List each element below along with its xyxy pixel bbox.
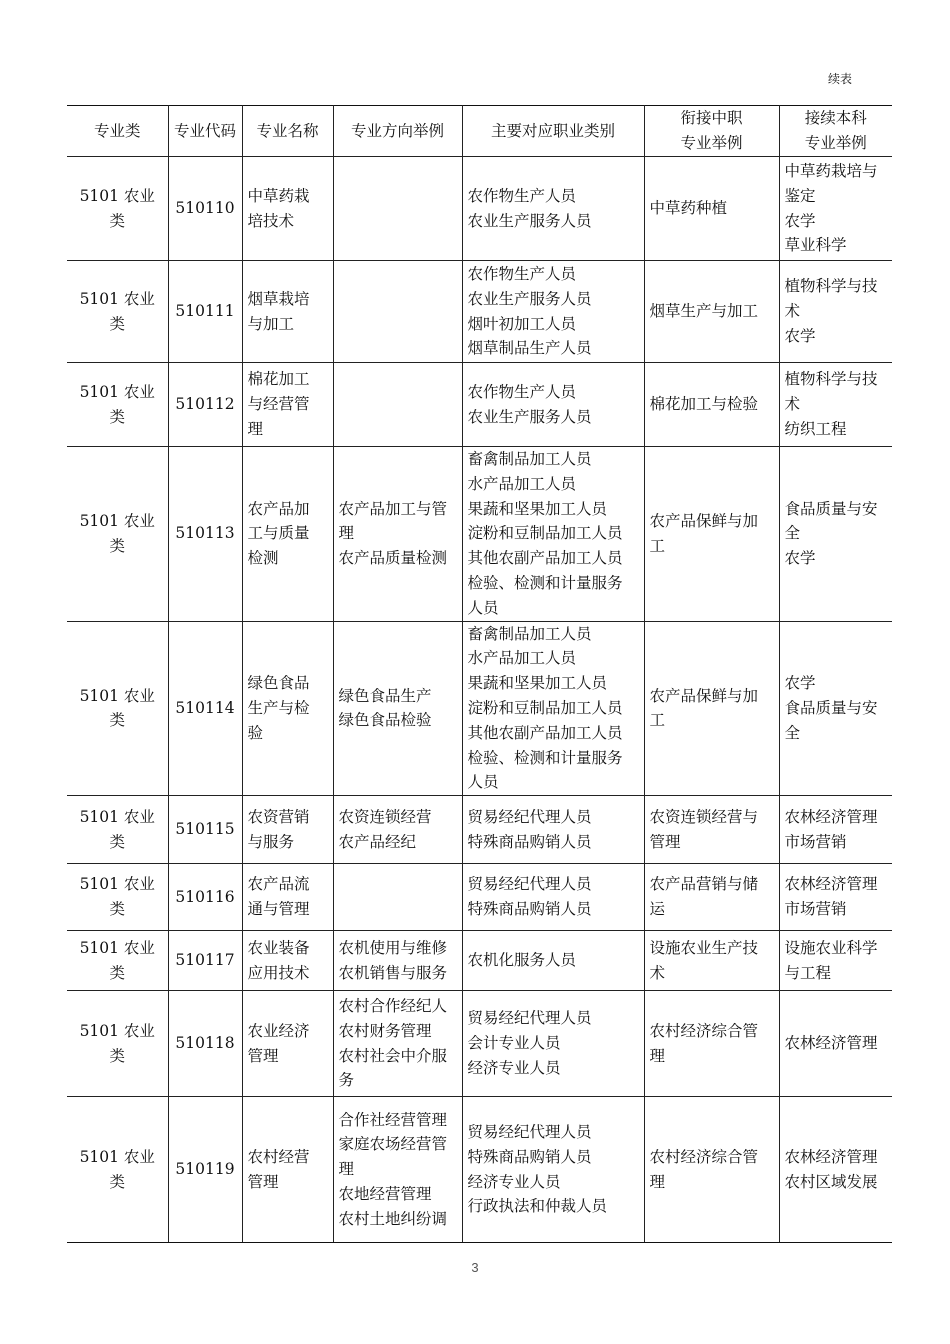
cell-line: 农业生产服务人员 [467,211,592,230]
occupations-cell [462,864,644,931]
directions-cell [333,261,462,363]
cell-line: 鉴定 [784,186,816,205]
secondary-major-cell [644,931,779,991]
cell-line: 农村经营 [247,1147,310,1166]
cell-line: 农业装备 [247,938,310,957]
table-row [67,447,892,622]
name-cell [242,796,333,864]
cell-line: 淀粉和豆制品加工人员 [467,524,623,543]
code-cell: 510117 [168,931,242,991]
cell-line: 培技术 [247,211,295,230]
table-row [67,931,892,991]
cell-line: 棉花加工 [247,370,310,389]
secondary-major-cell [644,157,779,261]
cell-line: 全 [784,524,801,543]
undergrad-major-cell [779,621,892,796]
cell-line: 农产品经纪 [338,832,417,851]
cell-line: 中草药栽培与 [784,161,878,180]
cell-line: 中草药栽 [247,186,310,205]
cell-line: 植物科学与技 [784,370,878,389]
category-cell: 5101 农业类 [67,1097,168,1243]
cell-line: 农产品流 [247,875,310,894]
cell-line: 烟草栽培 [247,289,310,308]
name-cell [242,931,333,991]
cell-line: 农村财务管理 [338,1021,432,1040]
cell-line: 运 [649,900,666,919]
cell-line: 工 [649,536,666,555]
cell-line: 农资连锁经营 [338,807,432,826]
table-header [67,106,892,157]
cell-line: 术 [784,395,801,414]
category-cell: 5101 农业类 [67,991,168,1097]
directions-cell [333,1097,462,1243]
cell-line: 果蔬和坚果加工人员 [467,674,608,693]
directions-cell [333,621,462,796]
cell-line: 经济专业人员 [467,1059,561,1078]
cell-line: 理 [649,1172,666,1191]
cell-line: 农村土地纠纷调 [338,1209,448,1228]
category-cell: 5101 农业类 [67,157,168,261]
cell-line: 农业生产服务人员 [467,407,592,426]
cell-line: 经济专业人员 [467,1172,561,1191]
cell-line: 草业科学 [784,236,847,255]
code-cell: 510114 [168,621,242,796]
cell-line: 人员 [467,773,499,792]
category-cell: 5101 农业类 [67,621,168,796]
table-row [67,1097,892,1243]
code-cell: 510119 [168,1097,242,1243]
cell-line: 畜禽制品加工人员 [467,624,592,643]
cell-line: 农产品加工与管 [338,499,448,518]
cell-line: 农村合作经纪人 [338,997,448,1016]
cell-line: 绿色食品 [247,674,310,693]
cell-line: 行政执法和仲裁人员 [467,1197,608,1216]
category-cell: 5101 农业类 [67,864,168,931]
name-cell [242,621,333,796]
secondary-major-cell [644,447,779,622]
name-cell [242,157,333,261]
occupations-cell [462,447,644,622]
header-name: 专业名称 [242,106,333,157]
cell-line: 农产品加 [247,499,310,518]
undergrad-major-cell [779,447,892,622]
table-body [67,157,892,1243]
cell-line: 全 [784,723,801,742]
undergrad-major-cell [779,157,892,261]
cell-line: 农作物生产人员 [467,264,577,283]
occupations-cell [462,621,644,796]
cell-line: 中草药种植 [649,199,728,218]
name-cell [242,864,333,931]
cell-line: 农资连锁经营与 [649,807,759,826]
cell-line: 农产品保鲜与加 [649,686,759,705]
cell-line: 农村经济综合管 [649,1147,759,1166]
undergrad-major-cell [779,261,892,363]
secondary-major-cell [644,1097,779,1243]
cell-line: 农村社会中介服 [338,1046,448,1065]
cell-line: 与服务 [247,832,295,851]
name-cell [242,1097,333,1243]
directions-cell [333,931,462,991]
undergrad-major-cell [779,1097,892,1243]
category-cell: 5101 农业类 [67,261,168,363]
category-cell: 5101 农业类 [67,363,168,447]
cell-line: 农机销售与服务 [338,963,448,982]
occupations-cell [462,796,644,864]
header-category: 专业类 [67,106,168,157]
undergrad-major-cell [779,864,892,931]
cell-line: 理 [338,524,355,543]
secondary-major-cell [644,621,779,796]
cell-line: 纺织工程 [784,419,847,438]
cell-line: 烟叶初加工人员 [467,314,577,333]
table-row [67,621,892,796]
category-cell: 5101 农业类 [67,931,168,991]
header-line: 衔接中职 [680,109,743,128]
code-cell: 510118 [168,991,242,1097]
cell-line: 特殊商品购销人员 [467,900,592,919]
cell-line: 果蔬和坚果加工人员 [467,499,608,518]
cell-line: 烟草制品生产人员 [467,339,592,358]
code-cell: 510111 [168,261,242,363]
cell-line: 水产品加工人员 [467,649,577,668]
cell-line: 农村经济综合管 [649,1021,759,1040]
table-row [67,864,892,931]
secondary-major-cell [644,796,779,864]
cell-line: 检验、检测和计量服务 [467,748,623,767]
header-occupations: 主要对应职业类别 [462,106,644,157]
cell-line: 农村区域发展 [784,1172,878,1191]
cell-line: 其他农副产品加工人员 [467,549,623,568]
name-cell [242,261,333,363]
header-line: 接续本科 [804,109,867,128]
directions-cell [333,991,462,1097]
cell-line: 理 [247,419,264,438]
cell-line: 理 [338,1160,355,1179]
table-row [67,157,892,261]
cell-line: 与工程 [784,963,832,982]
cell-line: 特殊商品购销人员 [467,1147,592,1166]
header-line: 专业举例 [804,134,867,152]
cell-line: 与经营管 [247,395,310,414]
occupations-cell [462,157,644,261]
table-row [67,991,892,1097]
cell-line: 绿色食品生产 [338,686,432,705]
cell-line: 市场营销 [784,832,847,851]
cell-line: 术 [784,302,801,321]
cell-line: 理 [649,1046,666,1065]
directions-cell [333,864,462,931]
table-row [67,796,892,864]
cell-line: 农林经济管理 [784,807,878,826]
code-cell: 510110 [168,157,242,261]
cell-line: 农林经济管理 [784,1147,878,1166]
occupations-cell [462,1097,644,1243]
name-cell [242,991,333,1097]
occupations-cell [462,991,644,1097]
cell-line: 农机使用与维修 [338,938,448,957]
directions-cell [333,447,462,622]
cell-line: 农资营销 [247,807,310,826]
cell-line: 特殊商品购销人员 [467,832,592,851]
cell-line: 贸易经纪代理人员 [467,1123,592,1142]
cell-line: 烟草生产与加工 [649,302,759,321]
directions-cell [333,796,462,864]
cell-line: 合作社经营管理 [338,1110,448,1129]
cell-line: 淀粉和豆制品加工人员 [467,698,623,717]
directions-cell [333,157,462,261]
header-undergrad [779,106,892,157]
undergrad-major-cell [779,363,892,447]
cell-line: 农学 [784,326,816,345]
cell-line: 植物科学与技 [784,277,878,296]
code-cell: 510115 [168,796,242,864]
cell-line: 与加工 [247,314,295,333]
cell-line: 农林经济管理 [784,875,878,894]
cell-line: 农业生产服务人员 [467,289,592,308]
secondary-major-cell [644,991,779,1097]
cell-line: 农产品质量检测 [338,549,448,568]
name-cell [242,363,333,447]
name-cell [242,447,333,622]
cell-line: 应用技术 [247,963,310,982]
cell-line: 验 [247,723,264,742]
header-line: 专业举例 [680,134,743,152]
header-secondary [644,106,779,157]
cell-line: 生产与检 [247,698,310,717]
cell-line: 畜禽制品加工人员 [467,450,592,468]
cell-line: 人员 [467,598,499,617]
occupations-cell [462,931,644,991]
cell-line: 贸易经纪代理人员 [467,875,592,894]
cell-line: 农地经营管理 [338,1185,432,1204]
cell-line: 农作物生产人员 [467,186,577,205]
cell-line: 其他农副产品加工人员 [467,723,623,742]
cell-line: 设施农业科学 [784,938,878,957]
cell-line: 农学 [784,211,816,230]
cell-line: 通与管理 [247,900,310,919]
cell-line: 管理 [247,1046,279,1065]
code-cell: 510113 [168,447,242,622]
cell-line: 设施农业生产技 [649,938,759,957]
code-cell: 510116 [168,864,242,931]
undergrad-major-cell [779,931,892,991]
cell-line: 农产品保鲜与加 [649,511,759,530]
secondary-major-cell [644,363,779,447]
directions-cell [333,363,462,447]
cell-line: 棉花加工与检验 [649,395,759,414]
occupations-cell [462,363,644,447]
cell-line: 农学 [784,674,816,693]
cell-line: 农业经济 [247,1021,310,1040]
header-row [67,106,892,157]
category-cell: 5101 农业类 [67,796,168,864]
cell-line: 检验、检测和计量服务 [467,573,623,592]
cell-line: 工与质量 [247,524,310,543]
cell-line: 工 [649,711,666,730]
cell-line: 务 [338,1071,355,1090]
table-row [67,363,892,447]
cell-line: 农作物生产人员 [467,382,577,401]
occupations-cell [462,261,644,363]
code-cell: 510112 [168,363,242,447]
secondary-major-cell [644,864,779,931]
cell-line: 农学 [784,549,816,568]
continued-label: 续表 [828,72,853,86]
cell-line: 家庭农场经营管 [338,1135,448,1154]
cell-line: 食品质量与安 [784,698,878,717]
page-number: 3 [471,1260,479,1275]
secondary-major-cell [644,261,779,363]
cell-line: 水产品加工人员 [467,474,577,493]
header-directions: 专业方向举例 [333,106,462,157]
undergrad-major-cell [779,991,892,1097]
cell-line: 术 [649,963,666,982]
cell-line: 农产品营销与储 [649,875,759,894]
cell-line: 贸易经纪代理人员 [467,807,592,826]
cell-line: 食品质量与安 [784,499,878,518]
cell-line: 管理 [649,832,681,851]
cell-line: 市场营销 [784,900,847,919]
cell-line: 农机化服务人员 [467,951,577,970]
major-catalog-table [67,105,892,1243]
category-cell: 5101 农业类 [67,447,168,622]
undergrad-major-cell [779,796,892,864]
cell-line: 贸易经纪代理人员 [467,1009,592,1028]
cell-line: 检测 [247,549,279,568]
table-row [67,261,892,363]
cell-line: 会计专业人员 [467,1034,561,1053]
header-code: 专业代码 [168,106,242,157]
cell-line: 农林经济管理 [784,1034,878,1053]
cell-line: 管理 [247,1172,279,1191]
cell-line: 绿色食品检验 [338,711,432,730]
